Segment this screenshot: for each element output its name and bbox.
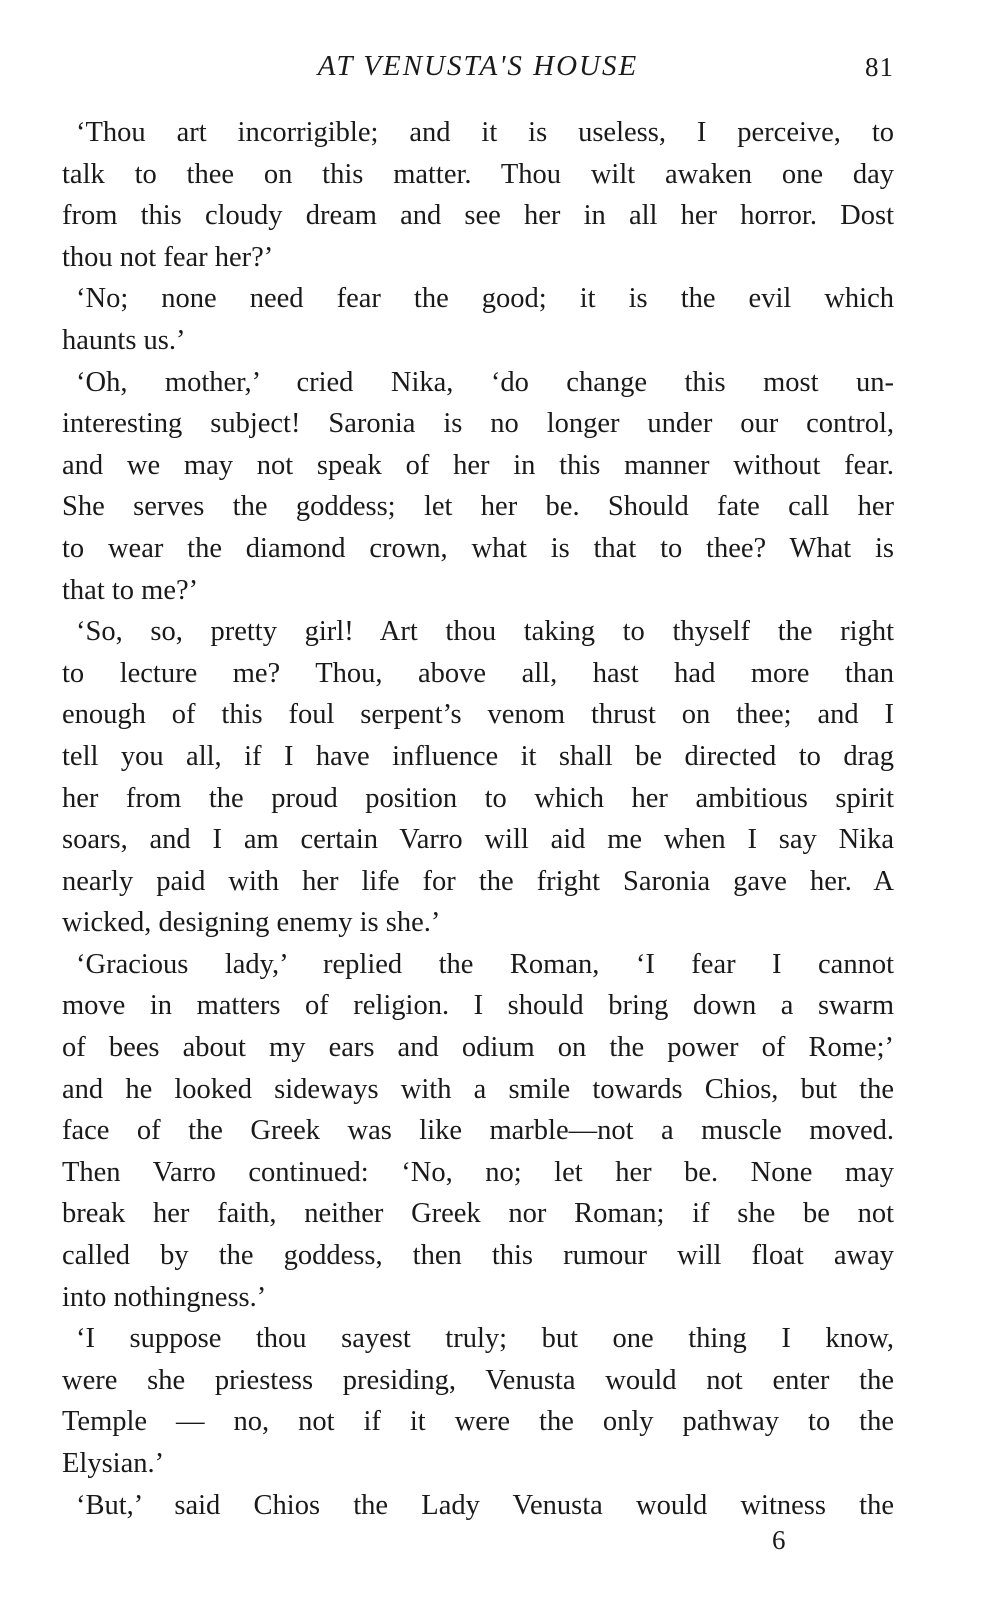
text-line: ‘But,’ said Chios the Lady Venusta would witness the xyxy=(76,1489,894,1521)
text-line: soars, and I am certain Varro will aid me when I say Nika xyxy=(62,824,894,856)
text-line: into nothingness.’ xyxy=(62,1281,267,1313)
text-line: of bees about my ears and odium on the power of Rome;’ xyxy=(62,1032,894,1064)
text-line: tell you all, if I have influence it shall be directed to drag xyxy=(62,740,894,772)
text-line: her from the proud position to which her ambitious spirit xyxy=(62,782,894,814)
text-line: ‘I suppose thou sayest truly; but one thing I know, xyxy=(76,1323,894,1355)
text-line: Temple — no, not if it were the only pathway to the xyxy=(62,1406,894,1438)
signature-mark: 6 xyxy=(772,1525,786,1555)
text-line: enough of this foul serpent’s venom thrust on thee; and I xyxy=(62,699,894,731)
text-line: ‘No; none need fear the good; it is the evil which xyxy=(76,283,894,315)
text-line: talk to thee on this matter. Thou wilt awaken one day xyxy=(62,158,894,190)
text-line: wicked, designing enemy is she.’ xyxy=(62,907,441,939)
text-line: She serves the goddess; let her be. Should fate call her xyxy=(62,491,894,523)
text-line: ‘Thou art incorrigible; and it is useless, I perceive, to xyxy=(76,117,894,148)
text-line: to wear the diamond crown, what is that to thee? What is xyxy=(62,532,894,564)
text-line: nearly paid with her life for the fright Saronia gave her. A xyxy=(62,865,894,897)
text-line: that to me?’ xyxy=(62,574,199,606)
text-line: ‘So, so, pretty girl! Art thou taking to thyself the right xyxy=(76,616,894,648)
text-line: ‘Oh, mother,’ cried Nika, ‘do change this most un- xyxy=(76,366,894,398)
text-line: ‘Gracious lady,’ replied the Roman, ‘I fear I cannot xyxy=(76,948,894,980)
text-line: from this cloudy dream and see her in all her horror. Dost xyxy=(62,200,894,232)
text-line: to lecture me? Thou, above all, hast had more than xyxy=(62,657,894,689)
page-number: 81 xyxy=(865,52,894,82)
body-text xyxy=(62,112,894,1526)
text-line: break her faith, neither Greek nor Roman; if she be not xyxy=(62,1198,894,1230)
text-line: called by the goddess, then this rumour will float away xyxy=(62,1240,894,1272)
text-line: were she priestess presiding, Venusta would not enter the xyxy=(62,1364,894,1396)
text-line: and we may not speak of her in this manner without fear. xyxy=(62,449,894,481)
text-line: and he looked sideways with a smile towards Chios, but the xyxy=(62,1073,894,1105)
text-line: thou not fear her?’ xyxy=(62,241,274,273)
text-line: Then Varro continued: ‘No, no; let her be. None may xyxy=(62,1156,894,1188)
text-line: move in matters of religion. I should bring down a swarm xyxy=(62,990,894,1022)
text-line: Elysian.’ xyxy=(62,1448,165,1479)
running-head xyxy=(62,50,894,90)
text-line: interesting subject! Saronia is no longer under our control, xyxy=(62,408,894,440)
text-line: haunts us.’ xyxy=(62,324,186,356)
running-title: AT VENUSTA'S HOUSE xyxy=(317,50,639,82)
text-line: face of the Greek was like marble—not a muscle moved. xyxy=(62,1115,894,1147)
